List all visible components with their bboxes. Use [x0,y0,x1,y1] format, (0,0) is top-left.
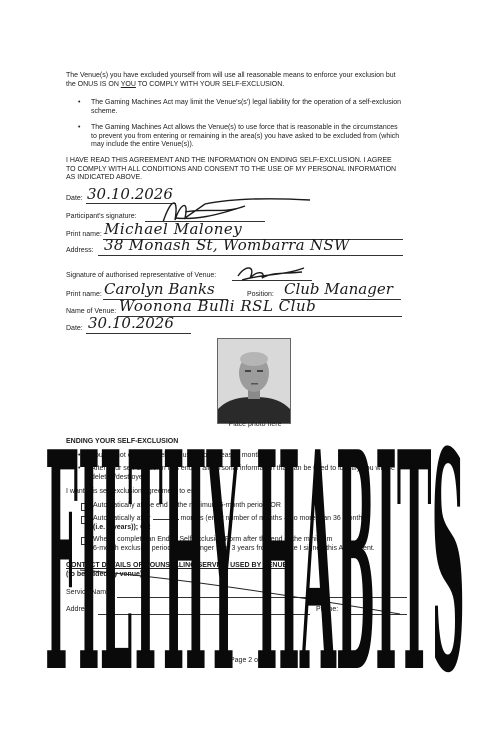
venue-name-value: Woonona Bulli RSL Club [119,297,317,315]
participant-print-label: Print name: [66,231,102,238]
portrait-image [218,339,290,423]
intro-line-2: the ONUS IS ON YOU TO COMPLY WITH YOUR SELF-EXCLUSION. [66,80,285,88]
option-2-label: Automatically after months (enter number of months – no more than 36 months [93,515,366,522]
months-input-line [153,519,179,520]
participant-address-label: Address: [66,247,94,254]
counselling-address-label: Address: [66,606,94,613]
venue-rep-position-label: Position: [247,291,274,298]
option-1-checkbox[interactable] [81,503,89,511]
option-1-label: Automatically at the end of the minimum 6-month period; OR [93,502,281,509]
bullet-dot: • [78,465,81,472]
ending-heading: ENDING YOUR SELF-EXCLUSION [66,438,179,445]
agreement-statement: I HAVE READ THIS AGREEMENT AND THE INFORMATION ON ENDING SELF-EXCLUSION. I AGREE TO COMPLY WITH ALL CONDITIONS AND CONSENT TO THE USE OF MY PERSONAL INFORMATION AS INDICATED ABOVE. [66,157,397,182]
venue-date-line [86,333,191,334]
participant-address-value: 38 Monash St, Wombarra NSW [104,236,350,254]
venue-date-label: Date: [66,325,83,332]
bullet-dot: • [78,124,81,131]
participant-print-value: Michael Maloney [104,220,243,238]
ending-bullet-1: You cannot end your self-exclusion for at least 6 months. [91,452,267,459]
bullet-liability: The Gaming Machines Act may limit the Venue's(s') legal liability for the operation of a self-exclusion scheme. [91,99,402,115]
venue-rep-signature-label: Signature of authorised representative of Venue: [66,272,217,279]
venue-name-label: Name of Venue: [66,308,117,315]
intro-paragraph [66,72,446,89]
counselling-sub: (to be added by venue) [66,571,143,578]
counselling-heading: CONTACT DETAILS OF COUNSELLING SERVICE USED BY VENUE [66,562,288,569]
intro-line-1: The Venue(s) you have excluded yourself from will use all reasonable means to enforce your exclusion but [66,72,396,79]
participant-date-value: 30.10.2026 [87,185,173,203]
watermark-text: FILTHY HABITS [45,386,465,739]
bullet-dot: • [78,99,81,106]
option-3-checkbox[interactable] [81,537,89,545]
ending-want: I want this self-exclusion agreement to end: [66,488,201,495]
venue-rep-print-value: Carolyn Banks [104,280,215,298]
participant-photo [217,338,291,424]
bullet-dot: • [78,452,81,459]
ending-bullet-2: After your self-exclusion has ended all personal information that can be used to identify you will be deleted/destroyed. [91,465,395,481]
participant-address-line [98,255,403,256]
participant-signature-label: Participant's signature: [66,213,137,220]
page-number: Page 2 of 3 [230,657,266,664]
venue-rep-print-label: Print name: [66,291,102,298]
option-2-checkbox[interactable] [81,516,89,524]
option-3-label: When I complete an End of Self-exclusion Form after the end of the minimum 6-month exclusion period but no longer than 3 years from the date I signed this Agreement. [93,536,375,552]
participant-date-label: Date: [66,195,83,202]
venue-date-value: 30.10.2026 [88,314,174,332]
counselling-phone-label: Phone: [316,606,339,613]
scribble-stroke [60,560,420,620]
photo-caption: Place photo here [228,421,282,428]
venue-rep-position-value: Club Manager [284,280,393,298]
service-name-label: Service Name: [66,589,112,596]
option-2-label-cont: (i.e. 3 years)); OR [93,524,151,531]
bullet-force: The Gaming Machines Act allows the Venue(s) to use force that is reasonable in the circumstances to prevent you from entering or remaining in the area(s) you have asked to be excluded from (which may include the entire Venue(s)). [91,124,400,149]
